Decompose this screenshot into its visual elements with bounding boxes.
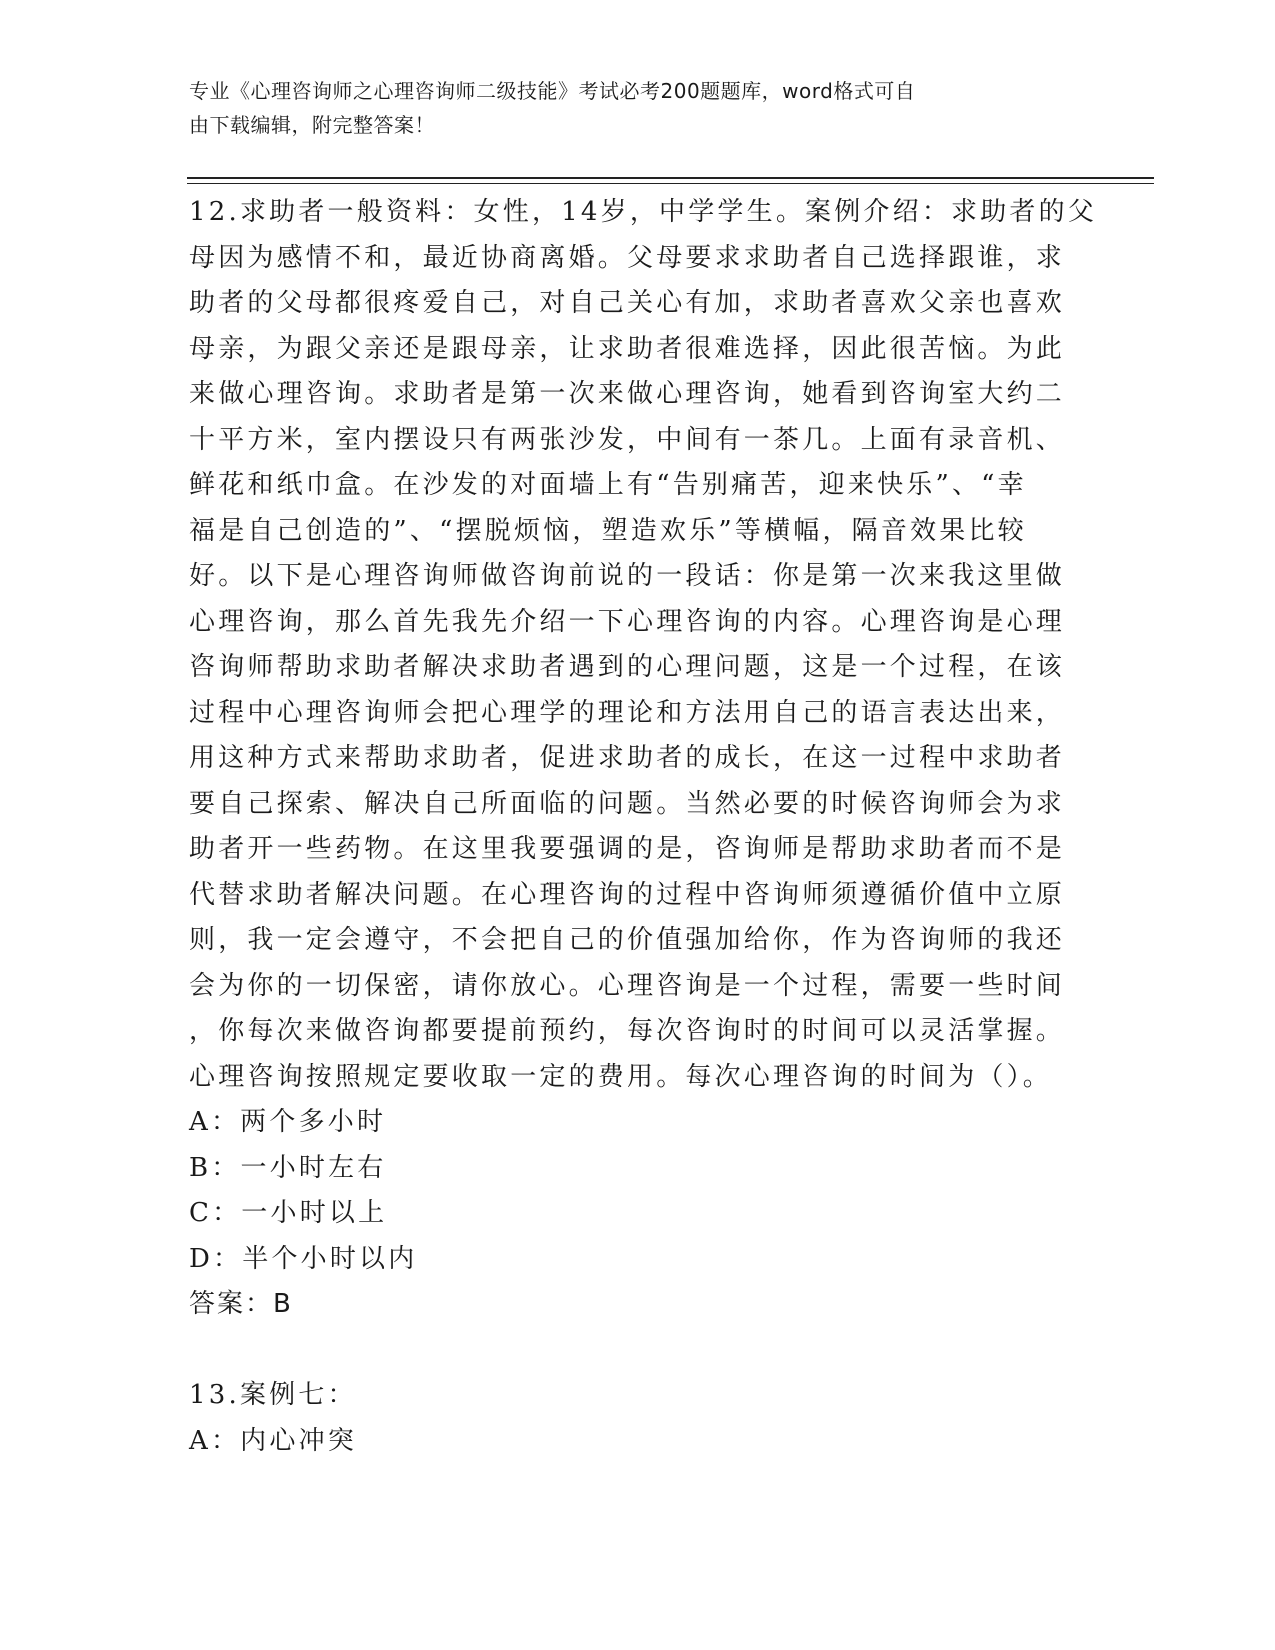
option-c: C：一小时以上 (189, 1198, 388, 1228)
option-a: A：两个多小时 (189, 1107, 387, 1137)
question-12-line: 福是自己创造的”、“摆脱烦恼，塑造欢乐”等横幅，隔音效果比较 (189, 515, 1027, 546)
answer-label: 答案：B (189, 1289, 293, 1319)
question-12-line: 过程中心理咨询师会把心理学的理论和方法用自己的语言表达出来， (189, 697, 1066, 728)
document-body (189, 190, 1098, 1464)
question-12-line: 要自己探索、解决自己所面临的问题。当然必要的时候咨询师会为求 (189, 788, 1066, 819)
question-12-line: 12.求助者一般资料：女性，14岁，中学学生。案例介绍：求助者的父 (189, 197, 1098, 227)
option-a: A：内心冲突 (189, 1425, 357, 1456)
header-line: 由下载编辑，附完整答案！ (189, 113, 435, 137)
question-12-line: 用这种方式来帮助求助者，促进求助者的成长，在这一过程中求助者 (189, 743, 1066, 773)
document-header (189, 74, 1069, 142)
question-12-line: 鲜花和纸巾盒。在沙发的对面墙上有“告别痛苦，迎来快乐”、“幸 (189, 470, 1027, 500)
question-13 (189, 1373, 1089, 1464)
question-12-line: 代替求助者解决问题。在心理咨询的过程中咨询师须遵循价值中立原 (189, 879, 1066, 910)
question-12-line: 咨询师帮助求助者解决求助者遇到的心理问题，这是一个过程，在该 (189, 652, 1066, 682)
question-12-line: 来做心理咨询。求助者是第一次来做心理咨询，她看到咨询室大约二 (189, 379, 1066, 409)
option-d: D：半个小时以内 (189, 1243, 418, 1274)
header-divider-thick (187, 177, 1154, 179)
question-12-line: 母亲，为跟父亲还是跟母亲，让求助者很难选择，因此很苦恼。为此 (189, 333, 1066, 364)
question-12-line: 好。以下是心理咨询师做咨询前说的一段话：你是第一次来我这里做 (189, 561, 1066, 591)
question-13-title: 13.案例七： (189, 1380, 357, 1410)
header-line: 专业《心理咨询师之心理咨询师二级技能》考试必考200题题库，word格式可自 (189, 79, 916, 103)
question-12-line: 助者的父母都很疼爱自己，对自己关心有加，求助者喜欢父亲也喜欢 (189, 288, 1066, 318)
question-12-line: 则，我一定会遵守，不会把自己的价值强加给你，作为咨询师的我还 (189, 925, 1066, 955)
header-divider-thin (187, 183, 1154, 184)
question-12-line: 母因为感情不和，最近协商离婚。父母要求求助者自己选择跟谁，求 (189, 242, 1066, 273)
question-12-line: 会为你的一切保密，请你放心。心理咨询是一个过程，需要一些时间 (189, 970, 1066, 1001)
spacer (189, 1328, 1089, 1374)
question-12-line: 心理咨询，那么首先我先介绍一下心理咨询的内容。心理咨询是心理 (189, 606, 1066, 637)
question-12-line: 心理咨询按照规定要收取一定的费用。每次心理咨询的时间为（）。 (189, 1061, 1053, 1092)
question-12 (189, 190, 1098, 1328)
question-12-line: 助者开一些药物。在这里我要强调的是，咨询师是帮助求助者而不是 (189, 834, 1066, 864)
question-12-line: 十平方米，室内摆设只有两张沙发，中间有一茶几。上面有录音机、 (189, 424, 1066, 455)
question-12-line: ，你每次来做咨询都要提前预约，每次咨询时的时间可以灵活掌握。 (189, 1016, 1066, 1046)
option-b: B：一小时左右 (189, 1152, 387, 1183)
